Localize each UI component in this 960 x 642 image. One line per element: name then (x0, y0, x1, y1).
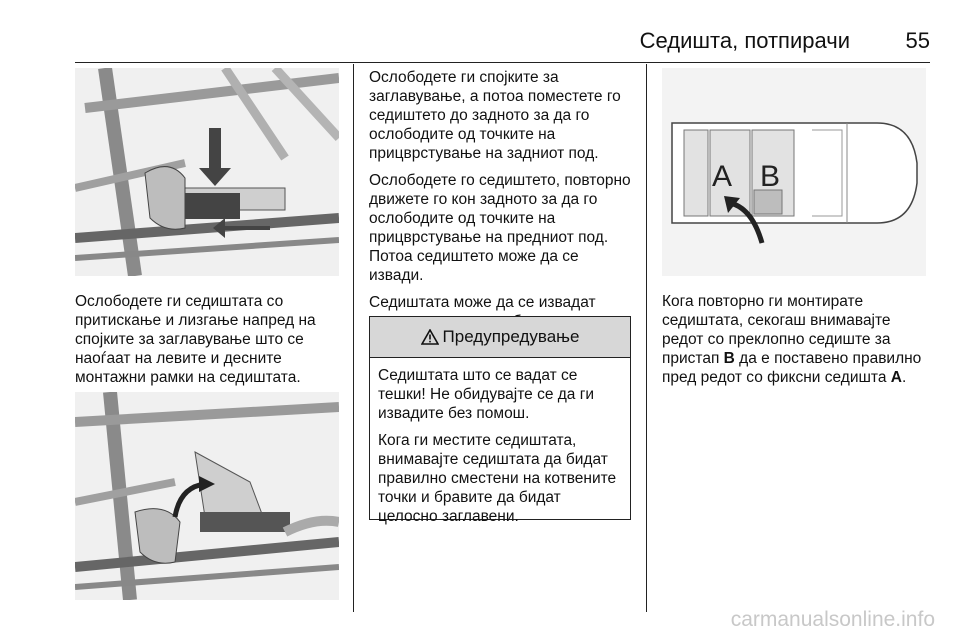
reinstall-text-part-1: Кога повторно ги монтирате седиштата, секогаш внимавајте редот со преклопно седиште за пристап (662, 293, 891, 367)
figure-latch-lever (75, 392, 339, 600)
warning-triangle-icon (421, 329, 439, 345)
page-header-title: Седишта, потпирачи (639, 28, 850, 53)
seat-release-instruction: Ослободете ги седиштата со притискање и лизгање напред на спојките за заглавување што се наоѓаат на левите и десните монтажни рамки на седиштата. (75, 293, 316, 386)
figure-van-seat-rows (662, 68, 926, 276)
reinstall-instruction (662, 292, 928, 387)
figure-seat-lock-slide (75, 68, 339, 276)
warning-paragraph-2: Кога ги местите седиштата, внимавајте седиштата да бидат правилно сместени на котвените точки и бравите да бидат целосно заглавени. (378, 432, 617, 525)
column2-paragraph-2: Ослободете го седиштето, повторно движете го кон задното за да го ослободите од точките на прицврстување на предниот под. Потоа седиштето може да се извади. (369, 172, 631, 284)
diagram-label-b: B (760, 160, 781, 193)
column3-paragraph (662, 292, 928, 395)
column-divider-right (646, 64, 647, 612)
column2-paragraph-3: Седиштата може да се извадат (369, 294, 596, 311)
header-rule (75, 62, 930, 63)
column2-text (369, 68, 634, 339)
column-divider-left (353, 64, 354, 612)
column1-paragraph (75, 292, 339, 395)
seat-row-letter-a: A (890, 369, 902, 386)
latch-lever-illustration (75, 392, 339, 600)
reinstall-text-end: . (902, 369, 907, 386)
seat-row-letter-b: B (723, 350, 735, 367)
column2-paragraph-1: Ослободете ги спојките за заглавување, а потоа поместете го седиштето до задното за да го ослободите од точките на прицврстување на задниот под. (369, 69, 621, 162)
warning-paragraph-1: Седиштата што се вадат се тешки! Не обидувајте се да ги извадите без помош. (378, 367, 595, 422)
reinstall-text-part-2: да е поставено правилно пред редот со фиксни седишта (662, 350, 922, 386)
diagram-label-a: A (712, 160, 733, 193)
warning-title: Предупредување (442, 327, 580, 346)
van-top-view-diagram (662, 68, 926, 276)
warning-box (369, 316, 631, 525)
warning-body (370, 358, 630, 526)
seat-lock-slide-illustration (75, 68, 339, 276)
page-number: 55 (905, 28, 930, 53)
watermark-text: carmanualsonline.info (730, 608, 935, 631)
warning-header (370, 317, 630, 358)
